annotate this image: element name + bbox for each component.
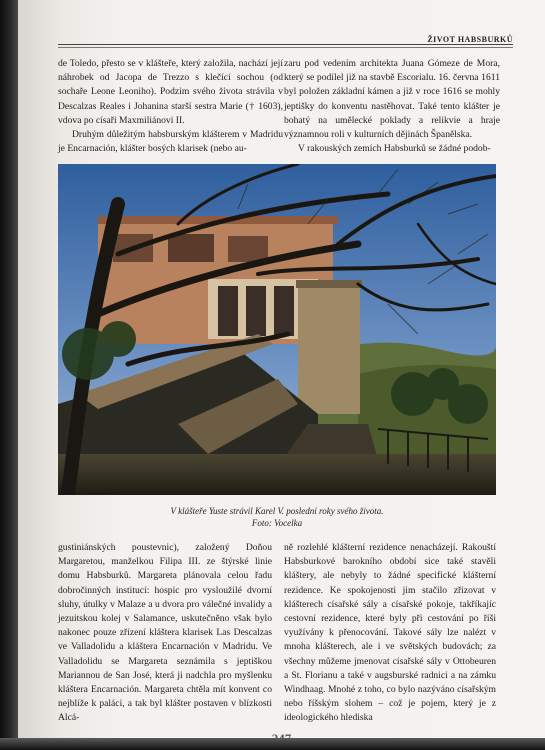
caption-credit: Foto: Vocelka — [251, 518, 303, 528]
header-rule — [58, 44, 513, 45]
text-column-bottom-right — [284, 541, 496, 726]
text-column-bottom-left — [58, 541, 272, 726]
scan-shadow-bottom — [0, 738, 545, 750]
yuste-monastery-illustration — [58, 164, 496, 495]
paragraph: zaru pod vedením architekta Juana Gómeze de Mora, který se podílel již na stavbě Escorialu. 16. června 1611 byl položen základní kámen a již v roce 1616 se mohly jeptišky do konventu nastěhovat. Také tento klášter je bohatý na umělecké poklady a relikvie a hraje významnou roli v kulturních dějinách Španělska. — [284, 58, 500, 141]
monastery-photo — [58, 164, 496, 495]
photo-caption — [58, 505, 496, 529]
paragraph: de Toledo, přesto se v klášteře, který založila, nachází její náhrobek od Jacopa de Trezzo s klečící sochou (od sochaře Leone Leoniho). Podzim svého života strávila v Descalzas Reales i Johanina starší sestra Marie († 1603), vdova po císaři Maxmiliánovi II. — [58, 58, 283, 126]
text-column-top-right — [284, 57, 500, 156]
paragraph: gustiniánských poustevnic), založený Doňou Margaretou, manželkou Filipa III. ze štýrské linie domu Habsburků. Margareta plánovala celou řadu dobročinných institucí: hospic pro vysloužilé dvorní sluhy, útulky v Malaze a u dvora pro válečné invalidy a jezuitskou kolej v Salamance, uskutečněno však bylo nakonec pouze zřízení kláštera klarisek Las Descalzas ve Valladolidu a kláštera Encarnación v Madridu. Ve Valladolidu se Margareta seznámila s jeptiškou Mariannou de San José, která ji nadchla pro myšlenku kláštera Encarnación. Margareta chtěla mít konvent co nejblíže k paláci, a tak byl klášter postaven v blízkosti Alcá- — [58, 542, 272, 724]
scan-shadow-left — [0, 0, 18, 750]
paragraph: Druhým důležitým habsburským klášterem v Madridu je Encarnación, klášter bosých klarisek (nebo au- — [58, 129, 283, 155]
header-rule-thin — [58, 47, 513, 48]
running-head: ŽIVOT HABSBURKŮ — [427, 35, 513, 44]
paragraph: ně rozlehlé klášterní rezidence nenacházejí. Rakouští Habsburkové barokního období sice také stavěli kláštery, ale nebyly to žádné specifické klášterní rezidence. Ke spokojenosti jim stačilo zřizovat v klášterech císařské sály a císařské pokoje, takříkajíc cestovní rezidence, které byly při cestování po říši využívány k přenocování. Takové sály lze nalézt v mnoha klášterech, ale i ve světských budovách; za všechny můžeme jmenovat císařské sály v Ottobeuren a St. Florianu a také v augsburské radnici a na zámku Windhaag. Mnohé z toho, co bylo nazýváno císařským nebo říšským slohem – což je pojem, který je z ideologického hlediska — [284, 542, 496, 724]
caption-line: V klášteře Yuste strávil Karel V. poslední roky svého života. — [170, 506, 384, 516]
text-column-top-left — [58, 57, 283, 156]
paragraph: V rakouských zemích Habsburků se žádné podob- — [298, 143, 491, 155]
